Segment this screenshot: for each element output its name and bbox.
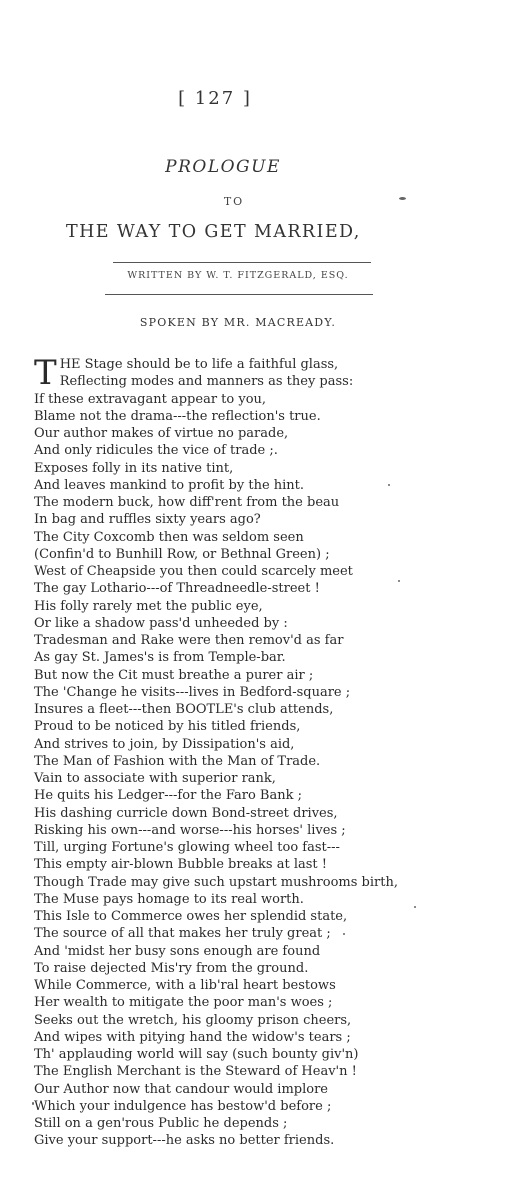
poem-line: The English Merchant is the Steward of Heav'n ! [34, 1064, 357, 1080]
ink-speck [32, 1102, 34, 1105]
poem-body [34, 353, 474, 1150]
top-rule [113, 262, 371, 263]
ink-speck [399, 197, 406, 200]
poem-line: The source of all that makes her truly great ; [34, 926, 331, 942]
poem-line: His dashing curricle down Bond-street drives, [34, 805, 338, 821]
ink-speck [414, 906, 416, 908]
poem-line: Till, urging Fortune's glowing wheel too fast--- [34, 840, 340, 855]
poem-line: Vain to associate with superior rank, [34, 771, 276, 786]
poem-line: Risking his own---and worse---his horses' lives ; [34, 822, 346, 838]
poem-line: Th' applauding world will say (such bounty giv'n) [34, 1047, 359, 1062]
ink-speck [343, 933, 345, 935]
poem-line: If these extravagant appear to you, [34, 391, 267, 407]
poem-line: Our Author now that candour would implore [34, 1081, 328, 1097]
drop-cap: T [34, 353, 57, 393]
poem-line: (Confin'd to Bunhill Row, or Bethnal Green) ; [34, 546, 330, 562]
poem-line: In bag and ruffles sixty years ago? [34, 512, 261, 528]
poem-line: West of Cheapside you then could scarcely meet [34, 564, 353, 579]
poem-line: And 'midst her busy sons enough are found [34, 943, 321, 959]
ink-speck [398, 580, 400, 582]
poem-line: The 'Change he visits---lives in Bedford-square ; [34, 684, 351, 700]
play-title: THE WAY TO GET MARRIED, [66, 222, 361, 242]
poem-line: But now the Cit must breathe a purer air ; [34, 667, 314, 683]
poem-line: His folly rarely met the public eye, [34, 598, 263, 614]
poem-line: Seeks out the wretch, his gloomy prison cheers, [34, 1012, 352, 1028]
poem-line: Exposes folly in its native tint, [34, 460, 234, 476]
to-word: TO [223, 195, 245, 208]
poem-line: Insures a fleet---then BOOTLE's club attends, [34, 702, 334, 717]
poem-line: The City Coxcomb then was seldom seen [34, 529, 304, 545]
poem-line: Which your indulgence has bestow'd before ; [34, 1098, 332, 1114]
speaker-credit: SPOKEN BY MR. MACREADY. [139, 316, 337, 329]
poem-line: Her wealth to mitigate the poor man's woes ; [34, 995, 333, 1011]
poem-line: He quits his Ledger---for the Faro Bank ; [34, 788, 302, 804]
poem-line-2: Reflecting modes and manners as they pass: [59, 374, 354, 390]
poem-line: As gay St. James's is from Temple-bar. [34, 650, 286, 666]
poem-line: And only ridicules the vice of trade ;. [34, 443, 278, 459]
poem-line: Or like a shadow pass'd unheeded by : [34, 615, 288, 631]
poem-line: And wipes with pitying hand the widow's tears ; [34, 1029, 351, 1045]
poem-line: The modern buck, how diff'rent from the beau [34, 495, 340, 510]
poem-line: Our author makes of virtue no parade, [34, 426, 289, 441]
prologue-heading: PROLOGUE [165, 157, 281, 177]
poem-line: The gay Lothario---of Threadneedle-street ! [34, 581, 320, 597]
poem-line: Give your support---he asks no better friends. [34, 1133, 335, 1149]
poem-lines [34, 391, 474, 1150]
poem-line: And leaves mankind to profit by the hint. [34, 477, 305, 493]
poem-line: Proud to be noticed by his titled friends, [34, 719, 301, 735]
poem-line: This empty air-blown Bubble breaks at last ! [34, 857, 327, 873]
poem-line: Though Trade may give such upstart mushrooms birth, [34, 874, 398, 890]
poem-line-1-text: HE Stage should be to life a faithful glass, [59, 357, 339, 372]
ink-speck [388, 484, 390, 486]
poem-line: Blame not the drama---the reflection's true. [34, 408, 321, 424]
poem-line: Still on a gen'rous Public he depends ; [34, 1116, 288, 1131]
poem-line: And strives to join, by Dissipation's aid, [34, 736, 295, 752]
poem-line: To raise dejected Mis'ry from the ground. [34, 960, 309, 976]
author-credit: WRITTEN BY W. T. FITZGERALD, ESQ. [127, 270, 349, 281]
poem-line: The Muse pays homage to its real worth. [34, 891, 304, 907]
poem-line: This Isle to Commerce owes her splendid state, [34, 909, 348, 924]
page-number: [ 127 ] [178, 88, 252, 109]
poem-line: While Commerce, with a lib'ral heart bestows [34, 978, 336, 993]
bottom-rule [105, 294, 373, 295]
poem-line: The Man of Fashion with the Man of Trade. [34, 753, 321, 769]
poem-line: Tradesman and Rake were then remov'd as far [34, 633, 344, 648]
